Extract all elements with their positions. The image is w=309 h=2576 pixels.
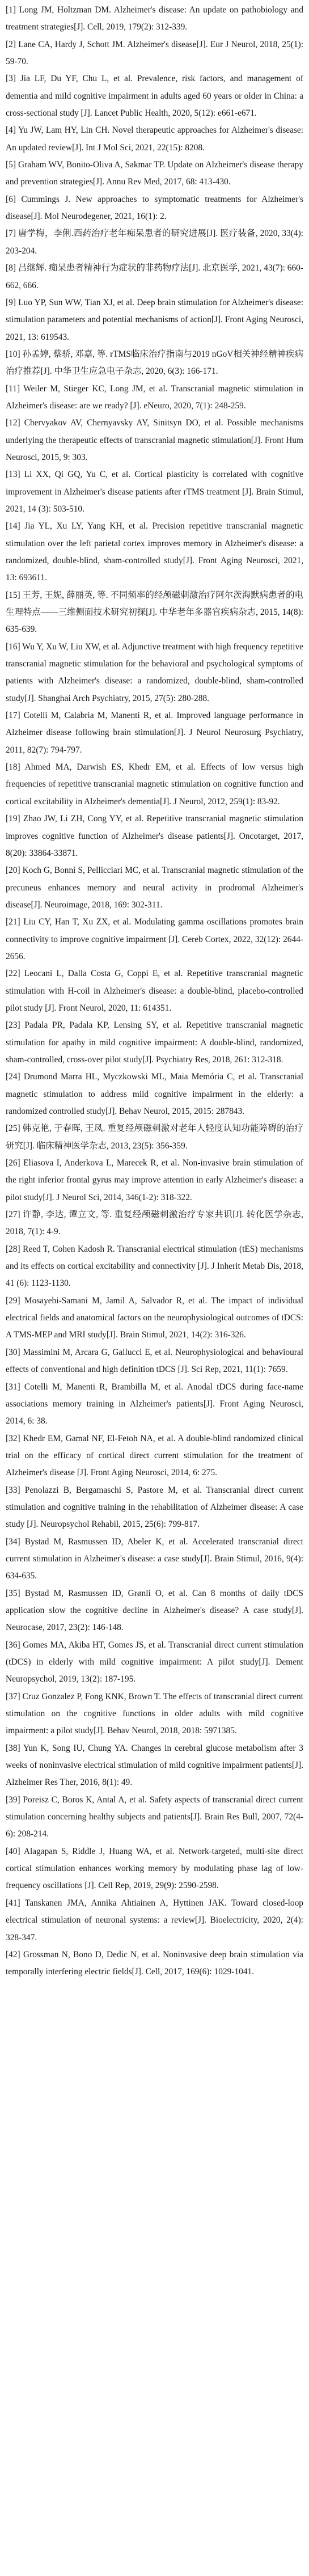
reference-item: [6, 191, 303, 226]
reference-text: Padala PR, Padala KP, Lensing SY, et al. Repetitive transcranial magnetic stimulation for apathy in mild cognitive impairment: A double-blind, randomized, sham-controlled, cross-over pilot study[J]. Psychiatry Res, 2018, 261: 312-318.: [6, 1020, 303, 1065]
reference-text: 吕继辉. 痴呆患者精神行为症状的非药物疗法[J]. 北京医学, 2021, 43(7): 660-662, 666.: [6, 263, 303, 290]
reference-number: [30]: [6, 1347, 20, 1357]
reference-item: [6, 294, 303, 346]
reference-number: [39]: [6, 1794, 20, 1805]
reference-number: [35]: [6, 1588, 20, 1598]
reference-item: [6, 1069, 303, 1120]
reference-text: Yu JW, Lam HY, Lin CH. Novel therapeutic approaches for Alzheimer's disease: An updated review[J]. Int J Mol Sci, 2021, 22(15): 8208.: [6, 125, 304, 153]
reference-number: [9]: [6, 297, 16, 307]
reference-number: [26]: [6, 1158, 20, 1168]
reference-text: Ahmed MA, Darwish ES, Khedr EM, et al. Effects of low versus high frequencies of repetitive transcranial magnetic stimulation on cognitive function and cortical excitability in Alzheimer's dementia[J]. J Neurol, 2012, 259(1): 83-92.: [6, 762, 304, 806]
reference-item: [6, 587, 303, 639]
reference-item: [6, 759, 303, 810]
reference-number: [37]: [6, 1691, 20, 1701]
reference-item: [6, 1430, 303, 1482]
reference-text: Zhao JW, Li ZH, Cong YY, et al. Repetitive transcranial magnetic stimulation improves cognitive function of Alzheimer's disease patients[J]. Oncotarget, 2017, 8(20): 33864-33871.: [6, 814, 303, 858]
reference-number: [12]: [6, 418, 20, 428]
reference-item: [6, 260, 303, 294]
reference-text: Cummings J. New approaches to symptomatic treatments for Alzheimer's disease[J]. Mol Neurodegener, 2021, 16(1): 2.: [6, 194, 303, 222]
reference-number: [1]: [6, 5, 16, 15]
reference-text: Gomes MA, Akiba HT, Gomes JS, et al. Transcranial direct current stimulation (tDCS) in elderly with mild cognitive impairment: A pilot study[J]. Dement Neuropsychol, 2019, 13(2): 187-195.: [6, 1640, 303, 1684]
reference-number: [40]: [6, 1846, 20, 1856]
reference-item: [6, 466, 303, 518]
reference-number: [41]: [6, 1898, 20, 1908]
reference-text: Long JM, Holtzman DM. Alzheimer's disease: An update on pathobiology and treatment strategies[J]. Cell, 2019, 179(2): 312-339.: [6, 5, 303, 32]
reference-text: Reed T, Cohen Kadosh R. Transcranial electrical stimulation (tES) mechanisms and its effects on cortical excitability and connectivity [J]. J Inherit Metab Dis, 2018, 41 (6): 1123-1130.: [6, 1244, 303, 1289]
reference-text: Drumond Marra HL, Myczkowski ML, Maia Memória C, et al. Transcranial magnetic stimulation to address mild cognitive impairment in the elderly: a randomized controlled study[J]. Behav Neurol, 2015, 2015: 287843.: [6, 1072, 303, 1116]
reference-text: Liu CY, Han T, Xu ZX, et al. Modulating gamma oscillations promotes brain connectivity to improve cognitive impairment [J]. Cereb Cortex, 2022, 32(12): 2644-2656.: [6, 917, 303, 961]
reference-number: [28]: [6, 1244, 20, 1254]
reference-item: [6, 122, 303, 157]
reference-item: [6, 346, 303, 381]
reference-text: Tanskanen JMA, Annika Ahtiainen A, Hyttinen JAK. Toward closed-loop electrical stimulation of neuronal systems: a review[J]. Bioelectricity, 2020, 2(4): 328-347.: [6, 1898, 303, 1942]
reference-item: [6, 1688, 303, 1740]
reference-list: [6, 2, 303, 1981]
reference-text: 王芳, 王妮, 薛丽英, 等. 不同频率的经颅磁刺激治疗阿尔茨海默病患者的电生理特点——三维侧面技术研究初探[J]. 中华老年多器官疾病杂志, 2015, 14(8): 635-639.: [6, 590, 303, 635]
reference-text: Leocani L, Dalla Costa G, Coppi E, et al. Repetitive transcranial magnetic stimulation with H-coil in Alzheimer's disease: a double-blind, placebo-controlled pilot study [J]. Front Neurol, 2020, 11: 614351.: [6, 969, 303, 1013]
reference-text: Grossman N, Bono D, Dedic N, et al. Noninvasive deep brain stimulation via temporally interfering electric fields[J]. Cell, 2017, 169(6): 1029-1041.: [6, 1949, 303, 1977]
reference-text: Graham WV, Bonito-Oliva A, Sakmar TP. Update on Alzheimer's disease therapy and prevention strategies[J]. Annu Rev Med, 2017, 68: 413-430.: [6, 160, 303, 187]
reference-text: Cruz Gonzalez P, Fong KNK, Brown T. The effects of transcranial direct current stimulation on the cognitive functions in older adults with mild cognitive impairment: a pilot study[J]. Behav Neurol, 2018, 2018: 5971385.: [6, 1691, 303, 1736]
reference-item: [6, 1155, 303, 1206]
reference-item: [6, 1293, 303, 1344]
reference-number: [38]: [6, 1743, 20, 1753]
reference-number: [31]: [6, 1382, 20, 1392]
reference-item: [6, 1482, 303, 1534]
reference-item: [6, 1792, 303, 1843]
reference-text: Koch G, Bonnì S, Pellicciari MC, et al. Transcranial magnetic stimulation of the precuneus enhances memory and neural activity in prodromal Alzheimer's disease[J]. Neuroimage, 2018, 169: 302-311.: [6, 865, 303, 910]
reference-number: [20]: [6, 865, 20, 876]
reference-text: Wu Y, Xu W, Liu XW, et al. Adjunctive treatment with high frequency repetitive transcranial magnetic stimulation for the behavioral and psychological symptoms of patients with Alzheimer's disease: a randomized, double-blind, sham-controlled study[J]. Shanghai Arch Psychiatry, 2015, 27(5): 280-288.: [6, 641, 303, 703]
reference-number: [19]: [6, 814, 20, 824]
reference-item: [6, 157, 303, 191]
reference-item: [6, 1946, 303, 1981]
reference-number: [25]: [6, 1124, 20, 1134]
reference-text: Li XX, Qi GQ, Yu C, et al. Cortical plasticity is correlated with cognitive improvement in Alzheimer's disease patients after rTMS treatment [J]. Brain Stimul, 2021, 14 (3): 503-510.: [6, 470, 303, 514]
reference-text: Weiler M, Stieger KC, Long JM, et al. Transcranial magnetic stimulation in Alzheimer's disease: are we ready? [J]. eNeuro, 2020, 7(1): 248-259.: [6, 383, 304, 411]
reference-item: [6, 70, 303, 122]
reference-item: [6, 1895, 303, 1946]
reference-item: [6, 1120, 303, 1155]
reference-number: [6]: [6, 194, 16, 204]
reference-number: [24]: [6, 1072, 20, 1082]
reference-text: Luo YP, Sun WW, Tian XJ, et al. Deep brain stimulation for Alzheimer's disease: stimulation parameters and potential mechanisms of action[J]. Front Aging Neurosci, 2021, 13: 619543.: [6, 297, 303, 342]
reference-item: [6, 914, 303, 965]
reference-item: [6, 1637, 303, 1688]
reference-number: [14]: [6, 521, 20, 531]
reference-number: [16]: [6, 641, 20, 652]
reference-text: Jia YL, Xu LY, Yang KH, et al. Precision repetitive transcranial magnetic stimulation over the left parietal cortex improves memory in Alzheimer's disease: a randomized, double-blind, sham-controlled study[J]. Front Aging Neurosci, 2021, 13: 693611.: [6, 521, 303, 583]
reference-text: Poreisz C, Boros K, Antal A, et al. Safety aspects of transcranial direct current stimulation concerning healthy subjects and patients[J]. Brain Res Bull, 2007, 72(4-6): 208-214.: [6, 1794, 303, 1839]
reference-item: [6, 862, 303, 914]
reference-item: [6, 1379, 303, 1430]
reference-item: [6, 1843, 303, 1895]
reference-text: Bystad M, Rasmussen ID, Grønli O, et al. Can 8 months of daily tDCS application slow the cognitive decline in Alzheimer's disease? A case study[J]. Neurocase, 2017, 23(2): 146-148.: [6, 1588, 303, 1633]
reference-number: [11]: [6, 383, 20, 394]
reference-number: [7]: [6, 229, 16, 239]
reference-item: [6, 1740, 303, 1792]
reference-number: [27]: [6, 1210, 20, 1220]
reference-number: [13]: [6, 470, 20, 480]
reference-text: 韩克艳, 于春晖, 王凤. 重复经颅磁刺激对老年人轻度认知功能障碍的治疗研究[J]. 临床精神医学杂志, 2013, 23(5): 356-359.: [6, 1124, 303, 1151]
reference-text: 许静, 李达, 谭立文, 等. 重复经颅磁刺激治疗专家共识[J]. 转化医学杂志, 2018, 7(1): 4-9.: [6, 1210, 303, 1237]
reference-item: [6, 225, 303, 260]
reference-item: [6, 1017, 303, 1069]
reference-text: Cotelli M, Manenti R, Brambilla M, et al. Anodal tDCS during face-name associations memory training in Alzheimer's patients[J]. Front Aging Neurosci, 2014, 6: 38.: [6, 1382, 303, 1426]
reference-item: [6, 707, 303, 759]
reference-text: Massimini M, Arcara G, Gallucci E, et al. Neurophysiological and behavioural effects of conventional and high definition tDCS [J]. Sci Rep, 2021, 11(1): 7659.: [6, 1347, 303, 1375]
reference-number: [21]: [6, 917, 20, 927]
reference-text: Mosayebi-Samani M, Jamil A, Salvador R, et al. The impact of individual electrical fields and anatomical factors on the neurophysiological outcomes of tDCS: A TMS-MEP and MRI study[J]. Brain Stimul, 2021, 14(2): 316-326.: [6, 1295, 303, 1340]
reference-text: Chervyakov AV, Chernyavsky AY, Sinitsyn DO, et al. Possible mechanisms underlying the therapeutic effects of transcranial magnetic stimulation[J]. Front Hum Neurosci, 2015, 9: 303.: [6, 418, 303, 462]
reference-item: [6, 1206, 303, 1241]
reference-text: Jia LF, Du YF, Chu L, et al. Prevalence, risk factors, and management of dementia and mild cognitive impairment in adults aged 60 years or older in China: a cross-sectional study [J]. Lancet Public Health, 2020, 5(12): e661-e671.: [6, 74, 303, 119]
reference-item: [6, 2, 303, 36]
reference-number: [42]: [6, 1949, 20, 1960]
reference-number: [5]: [6, 160, 16, 170]
reference-number: [34]: [6, 1536, 20, 1547]
reference-item: [6, 1534, 303, 1585]
reference-number: [18]: [6, 762, 20, 772]
reference-number: [8]: [6, 263, 16, 273]
reference-item: [6, 810, 303, 862]
reference-number: [36]: [6, 1640, 20, 1650]
reference-item: [6, 965, 303, 1017]
reference-number: [17]: [6, 711, 20, 721]
reference-number: [3]: [6, 74, 16, 84]
reference-number: [15]: [6, 590, 20, 600]
reference-text: Yun K, Song IU, Chung YA. Changes in cerebral glucose metabolism after 3 weeks of noninvasive electrical stimulation of mild cognitive impairment patients[J]. Alzheimer Res Ther, 2016, 8(1): 49.: [6, 1743, 303, 1788]
reference-text: Khedr EM, Gamal NF, El-Fetoh NA, et al. A double-blind randomized clinical trial on the efficacy of cortical direct current stimulation for the treatment of Alzheimer's disease [J]. Front Aging Neurosci, 2014, 6: 275.: [6, 1433, 303, 1478]
reference-item: [6, 415, 303, 466]
reference-number: [4]: [6, 125, 16, 136]
reference-text: 唐学梅，李俐.西药治疗老年痴呆患者的研究进展[J]. 医疗装备, 2020, 33(4): 203-204.: [6, 229, 303, 256]
reference-number: [29]: [6, 1295, 20, 1306]
reference-item: [6, 639, 303, 707]
reference-item: [6, 1344, 303, 1379]
reference-number: [33]: [6, 1485, 20, 1495]
reference-text: Penolazzi B, Bergamaschi S, Pastore M, et al. Transcranial direct current stimulation and cognitive training in the rehabilitation of Alzheimer disease: A case study [J]. Neuropsychol Rehabil, 2015, 25(6): 799-817.: [6, 1485, 303, 1530]
reference-number: [10]: [6, 349, 20, 359]
reference-text: Lane CA, Hardy J, Schott JM. Alzheimer's disease[J]. Eur J Neurol, 2018, 25(1): 59-70.: [6, 39, 303, 67]
reference-item: [6, 518, 303, 586]
reference-item: [6, 1585, 303, 1637]
reference-text: Cotelli M, Calabria M, Manenti R, et al. Improved language performance in Alzheimer disease following brain stimulation[J]. J Neurol Neurosurg Psychiatry, 2011, 82(7): 794-797.: [6, 711, 303, 755]
reference-number: [32]: [6, 1433, 20, 1443]
reference-text: Alagapan S, Riddle J, Huang WA, et al. Network-targeted, multi-site direct cortical stimulation enhances working memory by modulating phase lag of low-frequency oscillations [J]. Cell Rep, 2019, 29(9): 2590-2598.: [6, 1846, 303, 1891]
reference-text: Eliasova I, Anderkova L, Marecek R, et al. Non-invasive brain stimulation of the right inferior frontal gyrus may improve attention in early Alzheimer's disease: a pilot study[J]. J Neurol Sci, 2014, 346(1-2): 318-322.: [6, 1158, 303, 1202]
reference-number: [22]: [6, 969, 20, 979]
reference-item: [6, 1241, 303, 1293]
reference-item: [6, 381, 303, 415]
reference-number: [2]: [6, 39, 16, 49]
reference-text: 孙孟婷, 蔡骄, 邓嘉, 等. rTMS临床治疗指南与2019 nGoV相关神经精神疾病治疗推荐[J]. 中华卫生应急电子杂志, 2020, 6(3): 166-171.: [6, 349, 303, 377]
reference-number: [23]: [6, 1020, 20, 1031]
reference-item: [6, 36, 303, 71]
reference-text: Bystad M, Rasmussen ID, Abeler K, et al. Accelerated transcranial direct current stimulation in Alzheimer's disease: a case study[J]. Brain Stimul, 2016, 9(4): 634-635.: [6, 1536, 303, 1581]
